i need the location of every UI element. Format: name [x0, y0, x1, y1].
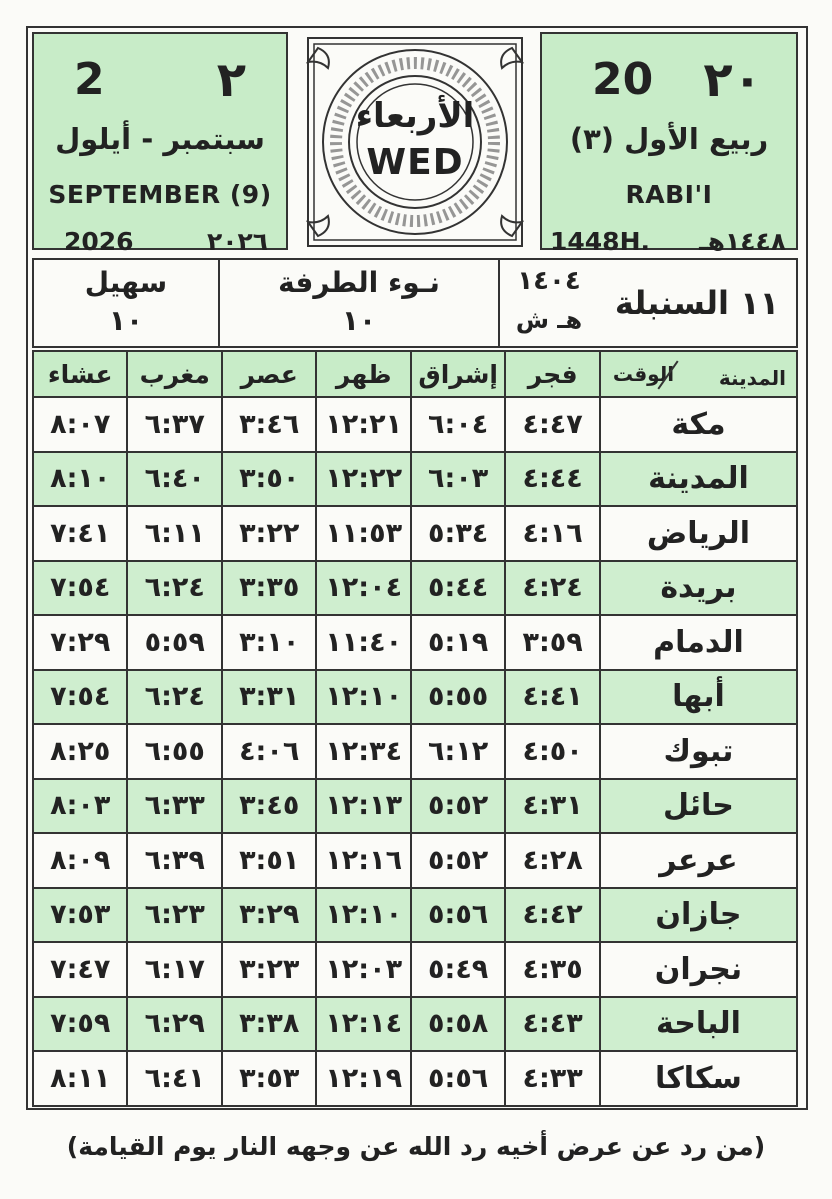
time-cell: ١٢:٠٣ — [316, 942, 410, 997]
time-cell: ١٢:٢١ — [316, 397, 410, 452]
time-cell: ٧:٤١ — [33, 506, 127, 561]
city-name-cell: الباحة — [600, 997, 797, 1052]
time-cell: ٣:٥٩ — [505, 615, 599, 670]
star-name: سهيل — [84, 266, 168, 299]
city-name-cell: سكاكا — [600, 1051, 797, 1106]
time-cell: ٦:٣٧ — [127, 397, 221, 452]
time-cell: ٥:٥٢ — [411, 833, 505, 888]
city-name-cell: حائل — [600, 779, 797, 834]
time-cell: ٦:٣٣ — [127, 779, 221, 834]
time-cell: ٥:٥٢ — [411, 779, 505, 834]
hijri-day-western: 20 — [592, 54, 654, 105]
hijri-month-arabic: ربيع الأول (٣) — [569, 122, 769, 156]
column-header: مغرب — [127, 351, 221, 397]
time-cell: ٣:٥٣ — [222, 1051, 316, 1106]
zodiac-cell — [598, 260, 796, 346]
time-cell: ١٢:٠٤ — [316, 561, 410, 616]
time-cell: ٧:٥٣ — [33, 888, 127, 943]
table-row — [33, 1051, 797, 1106]
time-cell: ٥:١٩ — [411, 615, 505, 670]
time-header-label: الوقت — [612, 362, 675, 386]
time-cell: ١٢:١٤ — [316, 997, 410, 1052]
time-cell: ٦:١٧ — [127, 942, 221, 997]
gregorian-year — [34, 222, 286, 262]
time-cell: ٤:٤٧ — [505, 397, 599, 452]
time-cell: ٦:٢٩ — [127, 997, 221, 1052]
time-cell: ٦:١٢ — [411, 724, 505, 779]
weekday-arabic: الأربعاء — [355, 96, 475, 136]
table-header-row — [33, 351, 797, 397]
naw-name: نـوء الطرفة — [278, 266, 440, 299]
gregorian-date-box — [32, 32, 288, 256]
table-row — [33, 888, 797, 943]
star-day: ١٠ — [108, 304, 144, 337]
solar-year-cell — [498, 260, 598, 346]
time-cell: ٤:٢٨ — [505, 833, 599, 888]
time-cell: ٣:٣٥ — [222, 561, 316, 616]
time-cell: ٤:٣١ — [505, 779, 599, 834]
time-cell: ٣:٥١ — [222, 833, 316, 888]
gregorian-year-eastern: ٢٠٢٦ — [206, 227, 268, 256]
hijri-day-eastern: ٢٠ — [703, 52, 762, 108]
gregorian-day-western: 2 — [74, 54, 105, 105]
star-suhail-cell — [34, 260, 218, 346]
time-cell: ٧:٥٤ — [33, 561, 127, 616]
city-name-cell: أبها — [600, 670, 797, 725]
hijri-date-box — [540, 32, 798, 256]
zodiac-name: ١١ السنبلة — [614, 284, 780, 322]
time-cell: ٦:٤٠ — [127, 452, 221, 507]
time-cell: ٣:٢٩ — [222, 888, 316, 943]
table-row — [33, 615, 797, 670]
gregorian-day-eastern: ٢ — [216, 52, 246, 108]
time-cell: ٤:٤٤ — [505, 452, 599, 507]
time-cell: ٣:٥٠ — [222, 452, 316, 507]
time-cell: ١١:٥٣ — [316, 506, 410, 561]
time-cell: ١٢:١٠ — [316, 670, 410, 725]
time-cell: ٥:٥٩ — [127, 615, 221, 670]
city-header-label: المدينة — [718, 366, 786, 390]
table-row — [33, 724, 797, 779]
time-cell: ٨:١١ — [33, 1051, 127, 1106]
gregorian-month-arabic: سبتمبر - أيلول — [55, 122, 265, 156]
prayer-times-table — [32, 350, 798, 1107]
time-cell: ٣:٤٥ — [222, 779, 316, 834]
time-cell: ١٢:١٦ — [316, 833, 410, 888]
gregorian-month-english: SEPTEMBER (9) — [48, 180, 272, 209]
time-cell: ١٢:١٠ — [316, 888, 410, 943]
naw-cell — [218, 260, 498, 346]
prayer-times-table-wrap — [32, 350, 798, 1107]
time-cell: ٣:٢٢ — [222, 506, 316, 561]
hijri-year — [542, 222, 796, 262]
column-header: عصر — [222, 351, 316, 397]
hijri-month-english: RABI'I — [625, 180, 713, 209]
time-cell: ٦:٢٤ — [127, 670, 221, 725]
time-cell: ٤:٢٤ — [505, 561, 599, 616]
table-row — [33, 506, 797, 561]
time-cell: ٥:٥٥ — [411, 670, 505, 725]
time-cell: ٨:٠٧ — [33, 397, 127, 452]
solar-year-suffix: هـ ش — [515, 306, 583, 334]
time-cell: ٨:٠٣ — [33, 779, 127, 834]
weekday-emblem — [306, 36, 524, 248]
city-name-cell: بريدة — [600, 561, 797, 616]
time-cell: ١٢:١٣ — [316, 779, 410, 834]
column-header: ظهر — [316, 351, 410, 397]
time-cell: ٦:١١ — [127, 506, 221, 561]
table-row — [33, 942, 797, 997]
time-cell: ٦:٢٣ — [127, 888, 221, 943]
time-cell: ٣:٣١ — [222, 670, 316, 725]
time-cell: ٥:٥٦ — [411, 888, 505, 943]
footer-hadith: (من رد عن عرض أخيه رد الله عن وجهه النار يوم القيامة) — [66, 1132, 766, 1161]
hijri-year-eastern: ١٤٤٨هـ — [699, 227, 786, 256]
time-cell: ١٢:١٩ — [316, 1051, 410, 1106]
time-cell: ٦:٣٩ — [127, 833, 221, 888]
time-cell: ٧:٥٤ — [33, 670, 127, 725]
city-name-cell: الرياض — [600, 506, 797, 561]
table-row — [33, 452, 797, 507]
city-name-cell: نجران — [600, 942, 797, 997]
time-cell: ٤:٤١ — [505, 670, 599, 725]
column-header: فجر — [505, 351, 599, 397]
hijri-year-western: 1448H. — [550, 227, 650, 256]
time-cell: ٤:٣٥ — [505, 942, 599, 997]
time-cell: ٧:٥٩ — [33, 997, 127, 1052]
time-cell: ٥:٣٤ — [411, 506, 505, 561]
time-cell: ٤:٥٠ — [505, 724, 599, 779]
time-cell: ٨:١٠ — [33, 452, 127, 507]
time-cell: ٤:٤٢ — [505, 888, 599, 943]
time-cell: ٣:٢٣ — [222, 942, 316, 997]
naw-day: ١٠ — [341, 304, 377, 337]
weekday-english: WED — [366, 142, 464, 183]
time-cell: ١٢:٢٢ — [316, 452, 410, 507]
time-cell: ٥:٤٤ — [411, 561, 505, 616]
city-name-cell: عرعر — [600, 833, 797, 888]
table-row — [33, 779, 797, 834]
solar-year: ١٤٠٤ — [517, 266, 581, 296]
city-name-cell: المدينة — [600, 452, 797, 507]
time-cell: ٦:٢٤ — [127, 561, 221, 616]
time-cell: ٤:٠٦ — [222, 724, 316, 779]
time-cell: ٦:٠٣ — [411, 452, 505, 507]
hijri-day — [542, 50, 796, 110]
column-header: عشاء — [33, 351, 127, 397]
gregorian-year-western: 2026 — [64, 227, 134, 256]
time-cell: ٨:٢٥ — [33, 724, 127, 779]
table-row — [33, 561, 797, 616]
time-cell: ٤:٣٣ — [505, 1051, 599, 1106]
time-cell: ٥:٥٨ — [411, 997, 505, 1052]
time-cell: ٧:٤٧ — [33, 942, 127, 997]
time-cell: ٨:٠٩ — [33, 833, 127, 888]
time-cell: ٣:٣٨ — [222, 997, 316, 1052]
gregorian-day — [34, 50, 286, 110]
season-row — [32, 258, 798, 348]
time-cell: ١١:٤٠ — [316, 615, 410, 670]
city-name-cell: مكة — [600, 397, 797, 452]
time-cell: ٦:٠٤ — [411, 397, 505, 452]
city-name-cell: الدمام — [600, 615, 797, 670]
time-cell: ١٢:٣٤ — [316, 724, 410, 779]
table-row — [33, 397, 797, 452]
time-cell: ٣:٤٦ — [222, 397, 316, 452]
time-cell: ٦:٤١ — [127, 1051, 221, 1106]
time-cell: ٧:٢٩ — [33, 615, 127, 670]
city-time-header — [600, 351, 797, 397]
time-cell: ٤:٤٣ — [505, 997, 599, 1052]
table-row — [33, 997, 797, 1052]
time-cell: ٣:١٠ — [222, 615, 316, 670]
city-name-cell: تبوك — [600, 724, 797, 779]
time-cell: ٤:١٦ — [505, 506, 599, 561]
time-cell: ٥:٥٦ — [411, 1051, 505, 1106]
column-header: إشراق — [411, 351, 505, 397]
time-cell: ٦:٥٥ — [127, 724, 221, 779]
city-name-cell: جازان — [600, 888, 797, 943]
table-row — [33, 833, 797, 888]
table-row — [33, 670, 797, 725]
time-cell: ٥:٤٩ — [411, 942, 505, 997]
